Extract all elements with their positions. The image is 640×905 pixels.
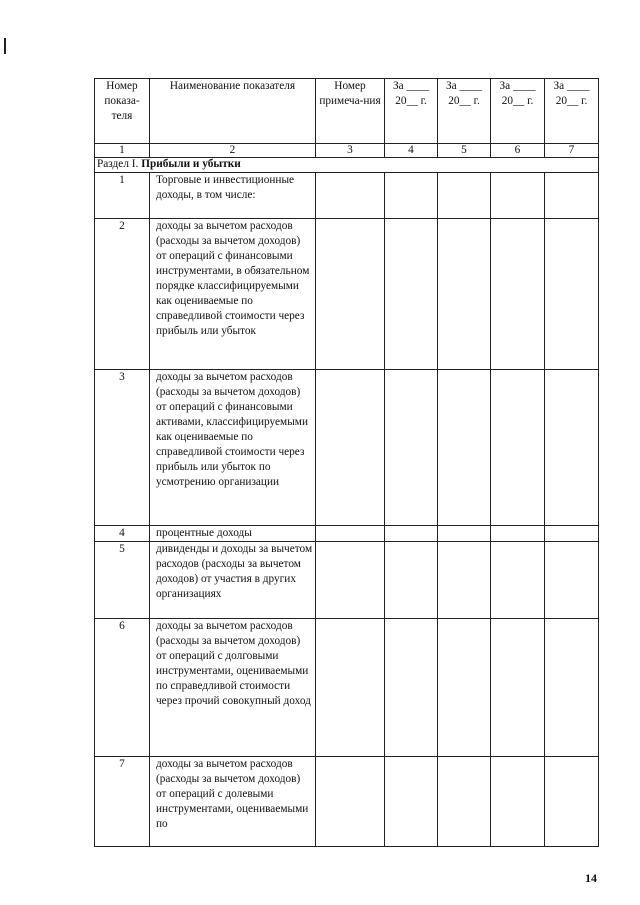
column-number: 2: [150, 144, 316, 158]
section-prefix: Раздел I.: [97, 158, 139, 170]
note-cell: [316, 542, 385, 619]
column-number: 6: [491, 144, 545, 158]
note-cell: [316, 219, 385, 370]
value-cell: [385, 526, 438, 542]
value-cell: [491, 173, 545, 219]
value-cell: [545, 526, 599, 542]
column-number: 7: [545, 144, 599, 158]
value-cell: [438, 542, 491, 619]
value-cell: [491, 370, 545, 526]
table-row: [95, 173, 599, 219]
value-cell: [438, 370, 491, 526]
row-name: доходы за вычетом расходов (расходы за вычетом доходов) от операций с долевыми инструментами, оцениваемыми по: [150, 757, 316, 847]
value-cell: [385, 542, 438, 619]
header-note-number: Номер примеча-ния: [316, 79, 385, 144]
row-name: доходы за вычетом расходов (расходы за вычетом доходов) от операций с долговыми инструментами, оцениваемыми по справедливой стоимости через прочий совокупный доход: [150, 619, 316, 757]
row-number: 5: [95, 542, 150, 619]
header-indicator-number: Номер показа-теля: [95, 79, 150, 144]
value-cell: [438, 173, 491, 219]
column-number: 1: [95, 144, 150, 158]
value-cell: [438, 526, 491, 542]
value-cell: [545, 619, 599, 757]
header-indicator-name: Наименование показателя: [150, 79, 316, 144]
section-row: [95, 158, 599, 173]
row-name: Торговые и инвестиционные доходы, в том числе:: [150, 173, 316, 219]
row-number: 1: [95, 173, 150, 219]
row-number: 6: [95, 619, 150, 757]
row-number: 2: [95, 219, 150, 370]
value-cell: [438, 757, 491, 847]
value-cell: [385, 757, 438, 847]
row-number: 7: [95, 757, 150, 847]
note-cell: [316, 757, 385, 847]
table-row: [95, 526, 599, 542]
header-period-2: За ____ 20__ г.: [438, 79, 491, 144]
row-name: процентные доходы: [150, 526, 316, 542]
value-cell: [491, 542, 545, 619]
table-row: [95, 370, 599, 526]
value-cell: [545, 173, 599, 219]
note-cell: [316, 526, 385, 542]
note-cell: [316, 370, 385, 526]
column-number-row: [95, 144, 599, 158]
row-number: 4: [95, 526, 150, 542]
header-row: [95, 79, 599, 144]
row-number: 3: [95, 370, 150, 526]
header-period-3: За ____ 20__ г.: [491, 79, 545, 144]
value-cell: [385, 173, 438, 219]
column-number: 4: [385, 144, 438, 158]
column-number: 3: [316, 144, 385, 158]
header-period-4: За ____ 20__ г.: [545, 79, 599, 144]
table-row: [95, 542, 599, 619]
value-cell: [491, 757, 545, 847]
note-cell: [316, 173, 385, 219]
table-row: [95, 757, 599, 847]
value-cell: [385, 370, 438, 526]
note-cell: [316, 619, 385, 757]
value-cell: [545, 757, 599, 847]
value-cell: [491, 619, 545, 757]
margin-mark: [4, 38, 6, 54]
value-cell: [545, 542, 599, 619]
value-cell: [491, 526, 545, 542]
section-title: Прибыли и убытки: [141, 158, 241, 170]
row-name: доходы за вычетом расходов (расходы за вычетом доходов) от операций с финансовыми инструментами, в обязательном порядке классифицируемыми как оцениваемые по справедливой стоимости через прибыль или убыток: [150, 219, 316, 370]
value-cell: [385, 219, 438, 370]
row-name: доходы за вычетом расходов (расходы за вычетом доходов) от операций с финансовыми активами, классифицируемыми как оцениваемые по справедливой стоимости через прибыль или убыток по усмотрению организации: [150, 370, 316, 526]
header-period-1: За ____ 20__ г.: [385, 79, 438, 144]
page-number: 14: [585, 871, 597, 885]
table-row: [95, 619, 599, 757]
report-table: [94, 78, 599, 847]
value-cell: [438, 219, 491, 370]
value-cell: [545, 219, 599, 370]
value-cell: [491, 219, 545, 370]
value-cell: [385, 619, 438, 757]
column-number: 5: [438, 144, 491, 158]
row-name: дивиденды и доходы за вычетом расходов (расходы за вычетом доходов) от участия в других организациях: [150, 542, 316, 619]
section-heading: [95, 158, 599, 173]
value-cell: [545, 370, 599, 526]
table-row: [95, 219, 599, 370]
value-cell: [438, 619, 491, 757]
